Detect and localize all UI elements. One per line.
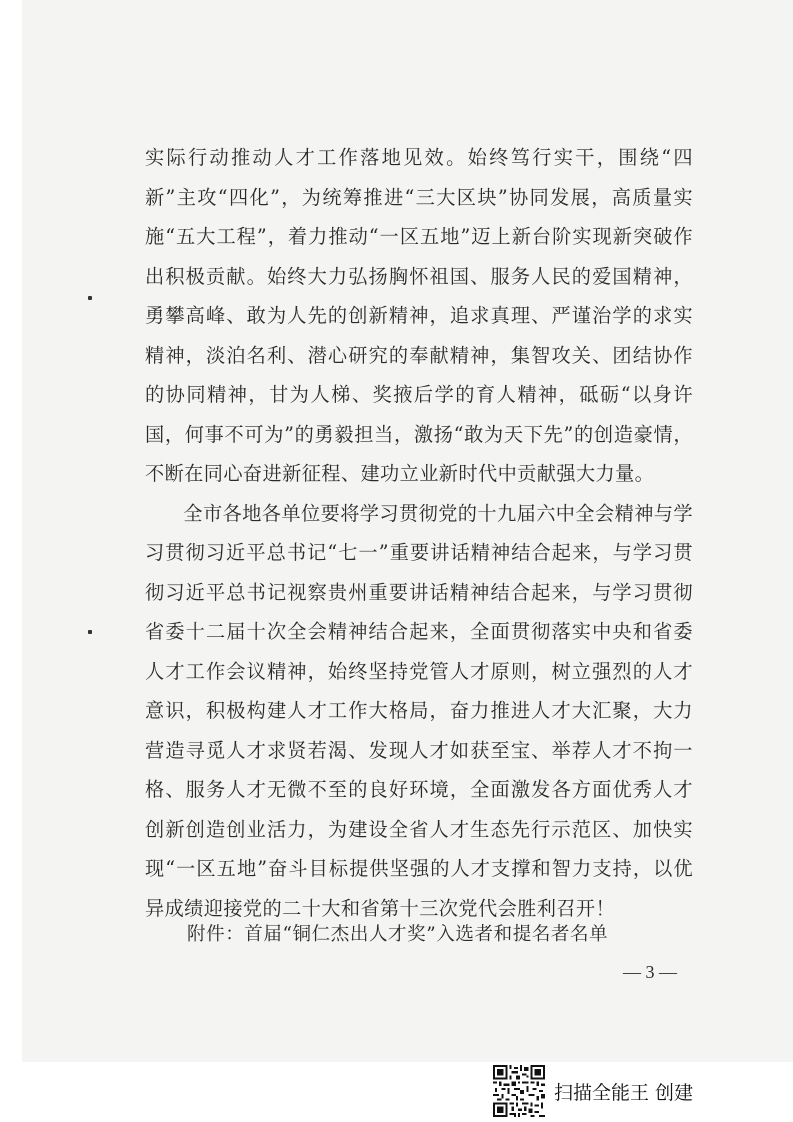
scan-speck bbox=[88, 630, 92, 634]
qr-code-icon bbox=[493, 1065, 545, 1117]
paragraph-1: 实际行动推动人才工作落地见效。始终笃行实干，围绕“四新”主攻“四化”，为统筹推进“三大区块”协同发展，高质量实施“五大工程”，着力推动“一区五地”迈上新台阶实现新突破作出积极贡献。始终大力弘扬胸怀祖国、服务人民的爱国精神，勇攀高峰、敢为人先的创新精神，追求真理、严谨治学的求实精神，淡泊名利、潜心研究的奉献精神，集智攻关、团结协作的协同精神，甘为人梯、奖掖后学的育人精神，砥砺“以身许国，何事不可为”的勇毅担当，激扬“敢为天下先”的创造豪情，不断在同心奋进新征程、建功立业新时代中贡献强大力量。 bbox=[145, 146, 693, 485]
scanner-watermark bbox=[493, 1066, 693, 1116]
scanner-label: 扫描全能王 创建 bbox=[554, 1081, 694, 1104]
scan-speck bbox=[88, 296, 92, 300]
paragraph-2: 全市各地各单位要将学习贯彻党的十九届六中全会精神与学习贯彻习近平总书记“七一”重要讲话精神结合起来，与学习贯彻习近平总书记视察贵州重要讲话精神结合起来，与学习贯彻省委十二届十次全会精神结合起来，全面贯彻落实中央和省委人才工作会议精神，始终坚持党管人才原则，树立强烈的人才意识，积极构建人才工作大格局，奋力推进人才大汇聚，大力营造寻觅人才求贤若渴、发现人才如获至宝、举荐人才不拘一格、服务人才无微不至的良好环境，全面激发各方面优秀人才创新创造创业活力，为建设全省人才生态先行示范区、加快实现“一区五地”奋斗目标提供坚强的人才支撑和智力支持，以优异成绩迎接党的二十大和省第十三次党代会胜利召开！ bbox=[145, 501, 693, 920]
document-body bbox=[145, 138, 693, 928]
page-number: — 3 — bbox=[623, 962, 677, 982]
attachment-line: 附件：首届“铜仁杰出人才奖”入选者和提名者名单 bbox=[187, 924, 609, 945]
